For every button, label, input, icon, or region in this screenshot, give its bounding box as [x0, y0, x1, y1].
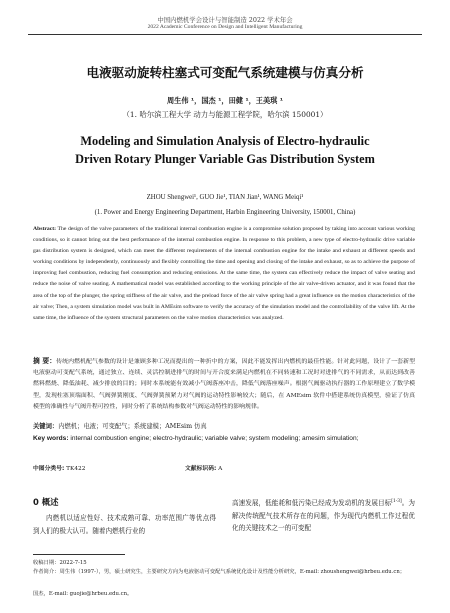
running-header-cn: 中国内燃机学会设计与智能制造 2022 学术年会 [157, 16, 293, 24]
header-rule [28, 34, 422, 35]
footnote-received: 收稿日期：2022-7-15 [33, 560, 87, 566]
english-title: Modeling and Simulation Analysis of Electro-hydraulic Driven Rotary Plunger Variable Gas Distribution System [75, 134, 375, 166]
chinese-keywords-text: 内燃机；电液；可变配气；系统建模；AMEsim 仿真 [58, 423, 207, 430]
english-keywords-text: internal combustion engine; electro-hydraulic; variable valve; system modeling; amesim simulation; [70, 435, 359, 442]
body-right-text-b: 。为解决传统配气技术所存在的问题，作为现代内燃机工作过程优化的关键技术之一的可变配 [232, 499, 416, 533]
english-keywords-label: Key words: [33, 435, 69, 442]
chinese-title: 电液驱动旋转柱塞式可变配气系统建模与仿真分析 [86, 65, 364, 80]
chinese-abstract-label: 摘 要： [33, 357, 57, 365]
citation: [1-3] [391, 499, 402, 504]
english-abstract-text: The design of the valve parameters of the traditional internal combustion engine is a compromise solution proposed by taking into account various working conditions, so it cannot bring out the best performance of the internal combustion engine. In response to this problem, a new type of electro-hydraulic drive variable gas distribution system is designed, which can meet the different requirements of the internal combustion engine for the intake and exhaust at different speeds and working conditions by independently, continuously and flexibly controlling the time and opening and closing of the intake and exhaust, so as to achieve the purpose of improving fuel combustion, reducing fuel consumption and reducing emissions. At the same time, the system can effectively reduce the impact of valve seating and reduce the noise of valve seating. A mathematical model was established according to the working principle of the air valve-driven actuator, and it was found that the area of the top of the plunger, the spring stiffness of the air valve, and the preload force of the air valve spring had a great influence on the motion characteristics of the air valve; Then, a system simulation model was built in AMEsim software to verify the accuracy of the simulation model and the controllability of the valve lift. At the same time, the influence of the system structural parameters on the valve motion characteristics was analyzed. [33, 226, 415, 321]
chinese-affiliation: （1. 哈尔滨工程大学 动力与能源工程学院，哈尔滨 150001） [122, 110, 328, 119]
classification-value: TK422 [66, 466, 86, 472]
chinese-abstract [33, 356, 415, 413]
english-affiliation: (1. Power and Energy Engineering Department, Harbin Engineering University, 150001, China) [94, 209, 356, 216]
chinese-keywords [33, 421, 415, 430]
english-abstract [33, 224, 415, 324]
classification-label: 中图分类号: [33, 466, 65, 472]
chinese-abstract-text: 传统内燃机配气参数的设计是兼顾多种工况而提出的一种折中的方案，因此不能发挥出内燃机的最佳性能。针对此问题，设计了一套新型电液驱动可变配气系统，通过独立、连续、灵活控制进排气的时间与开合度来满足内燃机在不同转速和工况时对进排气的不同需求，从而达到改善燃料燃烧、降低油耗、减少排放的目的；同时本系统能有效减小气阀落座冲击，降低气阀落座噪声。根据气阀驱动执行器的工作原理建立了数学模型，发现柱塞顶端面积、气阀弹簧刚度、气阀弹簧预紧力对气阀的运动特性影响较大；随后，在 AMEsim 软件中搭建系统仿真模型，验证了仿真模型的准确性与气阀升程可控性，同时分析了系统结构参数对气阀运动特性的影响规律。 [33, 359, 415, 410]
document-code-value: A [218, 466, 223, 472]
section-heading: 0 概述 [33, 497, 59, 507]
chinese-keywords-label: 关键词： [33, 423, 59, 430]
classification-number [33, 463, 85, 472]
body-right-text-a: 高速发展，低能耗和低污染已经成为发动机的发展目标 [232, 499, 392, 508]
chinese-authors: 周生伟 ¹，国杰 ¹，田健 ¹，王美琪 ¹ [166, 96, 284, 105]
footnote-author: 作者简介：周生伟（1997-），男，硕士研究生，主要研究方向为电液驱动可变配气系统优化设计及性能分析研究，E-mail: zhoushengwei@hrbeu.edu.cn； [33, 569, 406, 575]
body-right-column [232, 496, 415, 535]
body-left-column: 内燃机以适应性好、技术成熟可靠、功率范围广等优点得到人们的极大认可。随着内燃机行业的 [33, 514, 216, 535]
document-code [185, 463, 222, 472]
footnote-rule [33, 554, 125, 555]
footnote-corresponding: 国杰，E-mail: guojie@hrbeu.edu.cn。 [33, 591, 133, 597]
running-header-en: 2022 Academic Conference on Design and Intelligent Manufacturing [147, 24, 303, 30]
document-code-label: 文献标识码: [185, 466, 217, 472]
english-keywords [33, 433, 415, 444]
english-abstract-label: Abstract: [33, 226, 57, 232]
english-authors: ZHOU Shengwei¹, GUO Jie¹, TIAN Jian¹, WANG Meiqi¹ [146, 194, 304, 201]
